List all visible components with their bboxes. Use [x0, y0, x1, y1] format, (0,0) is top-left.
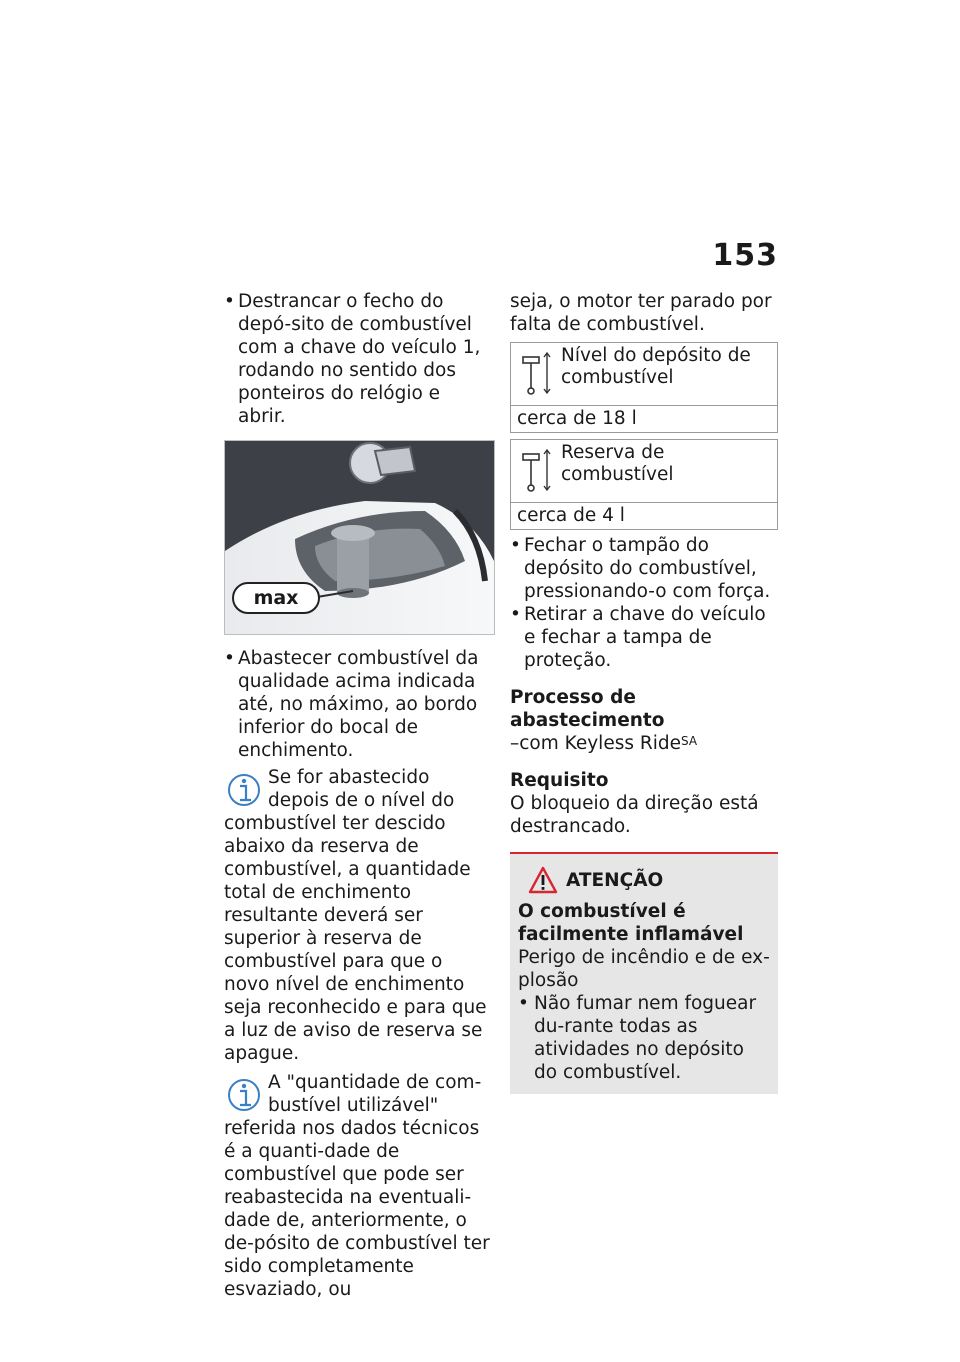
- info-note-2: [224, 1071, 490, 1301]
- sa-superscript: SA: [680, 734, 698, 748]
- warning-box: [510, 852, 778, 1094]
- max-label: max: [253, 587, 299, 609]
- bullet-close-cap: • Fechar o tampão do depósito do combustível, pressionando-o com força.: [510, 534, 780, 603]
- spec-1-value: cerca de 18 l: [511, 406, 778, 433]
- warning-text: Perigo de incêndio e de ex-plosão: [518, 947, 770, 991]
- warning-title: ATENÇÃO: [566, 869, 664, 891]
- spec-2-label: Reserva de combustível: [561, 442, 674, 485]
- bullet-remove-key: • Retirar a chave do veículo e fechar a tampa de proteção.: [510, 603, 780, 672]
- warning-header: [518, 866, 770, 894]
- fuel-gauge-icon: [517, 446, 557, 496]
- section-subtitle-text: –com Keyless Ride: [510, 733, 681, 754]
- warning-bullet: • Não fumar nem foguear du-rante todas as atividades no depósito do combustível.: [518, 992, 770, 1084]
- bullet-refuel: • Abastecer combustível da qualidade acima indicada até, no máximo, ao bordo inferior do bocal de enchimento.: [224, 647, 490, 762]
- warning-headline: O combustível é facilmente inflamável: [518, 901, 744, 945]
- section-title: Processo de abastecimento: [510, 687, 665, 731]
- info-icon: [224, 1073, 264, 1117]
- spec-table-tank-level: [510, 342, 778, 433]
- right-column: [510, 290, 780, 1094]
- page-number: 153: [712, 238, 778, 273]
- info-icon: [224, 768, 264, 812]
- requirement-title: Requisito: [510, 770, 609, 791]
- section-subtitle: [510, 732, 780, 755]
- fuel-gauge-icon: [517, 349, 557, 399]
- continuation-text: seja, o motor ter parado por falta de combustível.: [510, 291, 772, 335]
- spec-1-label: Nível do depósito de combustível: [561, 345, 751, 388]
- info-note-1: [224, 766, 490, 1065]
- spec-2-value: cerca de 4 l: [511, 503, 778, 530]
- note-1-text: Se for abastecido depois de o nível do combustível ter descido abaixo da reserva de combustível, a quantidade total de enchimento resultante deverá ser superior à reserva de combustível para que o novo nível de enchimento seja reconhecido e para que a luz de aviso de reserva se apague.: [224, 767, 487, 1064]
- warning-triangle-icon: [528, 866, 558, 894]
- requirement-text: O bloqueio da direção está destrancado.: [510, 793, 759, 837]
- spec-table-fuel-reserve: [510, 439, 778, 530]
- fuel-filler-photo: [224, 440, 495, 635]
- left-column: [224, 290, 490, 1301]
- bullet-unlock-tank: • Destrancar o fecho do depó-sito de combustível com a chave do veículo 1, rodando no sentido dos ponteiros do relógio e abrir.: [224, 290, 490, 428]
- note-2-text: A "quantidade de com-bustível utilizável" referida nos dados técnicos é a quanti-dade de combustível que pode ser reabastecida na eventuali-dade de, anteriormente, o de-pósito de combustível ter sido completamente esvaziado, ou: [224, 1072, 490, 1300]
